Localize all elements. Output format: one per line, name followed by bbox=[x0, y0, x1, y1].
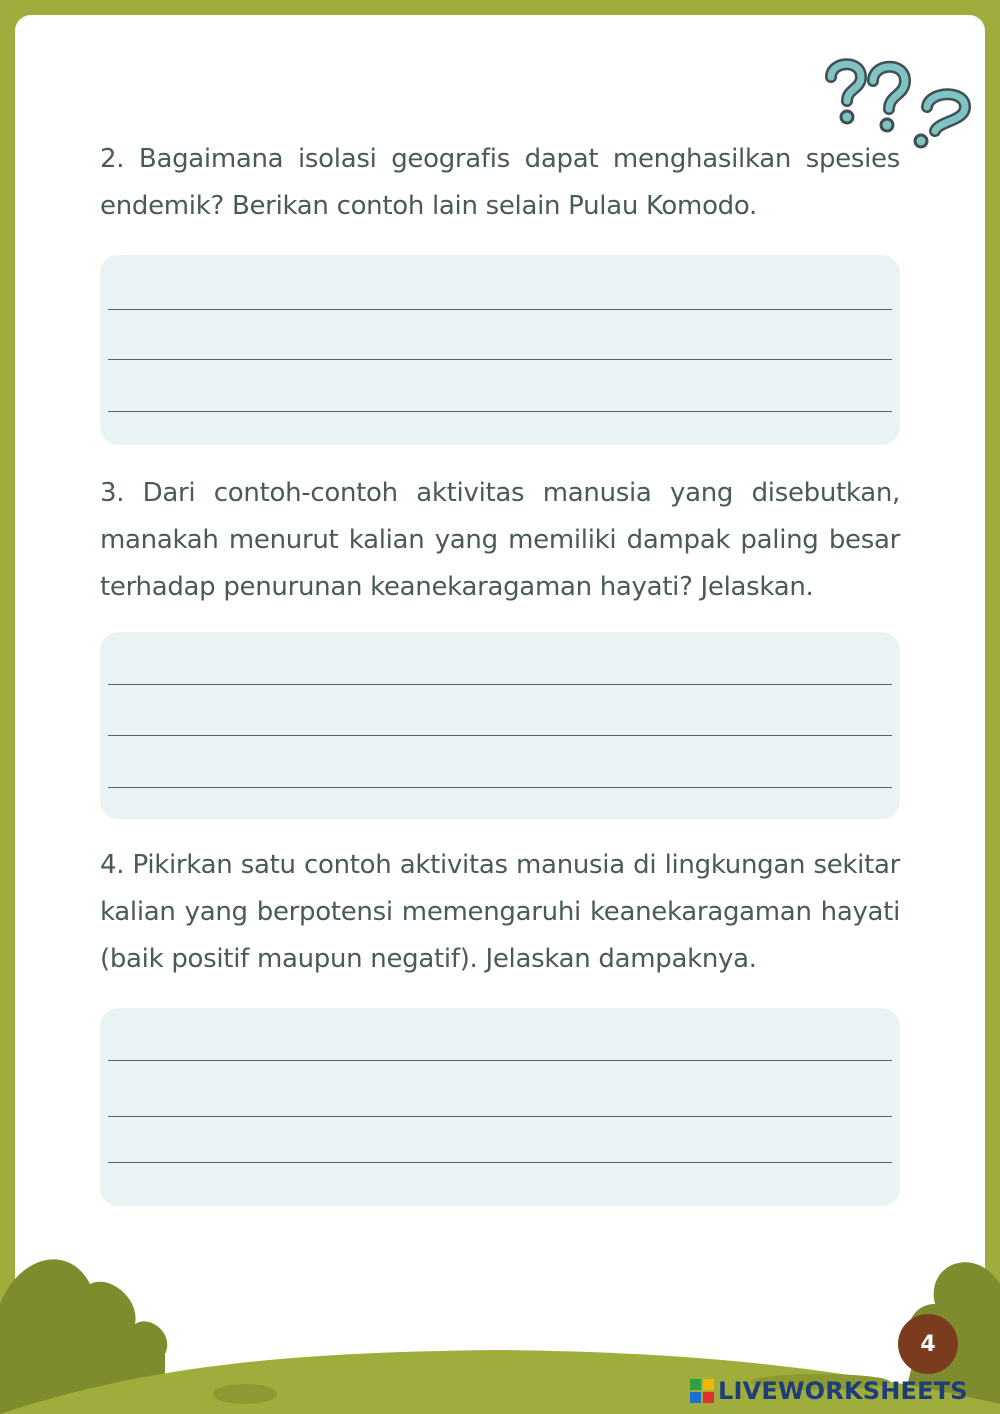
answer-line[interactable] bbox=[108, 1162, 892, 1163]
worksheet-page bbox=[15, 15, 985, 1414]
answer-line[interactable] bbox=[108, 359, 892, 360]
answer-line[interactable] bbox=[108, 735, 892, 736]
answer-line[interactable] bbox=[108, 787, 892, 788]
answer-line[interactable] bbox=[108, 1116, 892, 1117]
question-4-text: 4. Pikirkan satu contoh aktivitas manusia di lingkungan sekitar kalian yang berpotensi memengaruhi keanekaragaman hayati (baik positif maupun negatif). Jelaskan dampaknya. bbox=[100, 850, 900, 974]
answer-line[interactable] bbox=[108, 411, 892, 412]
question-3-answer-box[interactable] bbox=[100, 632, 900, 819]
liveworksheets-logo-icon bbox=[690, 1379, 714, 1403]
question-4-answer-box[interactable] bbox=[100, 1008, 900, 1206]
answer-line[interactable] bbox=[108, 1060, 892, 1061]
liveworksheets-brand-text: LIVEWORKSHEETS bbox=[718, 1377, 968, 1405]
answer-line[interactable] bbox=[108, 309, 892, 310]
page-number-badge bbox=[898, 1314, 958, 1374]
question-3-text: 3. Dari contoh-contoh aktivitas manusia yang disebutkan, manakah menurut kalian yang memiliki dampak paling besar terhadap penurunan keanekaragaman hayati? Jelaskan. bbox=[100, 478, 900, 602]
page-number: 4 bbox=[920, 1331, 936, 1357]
question-2-text: 2. Bagaimana isolasi geografis dapat menghasilkan spesies endemik? Berikan contoh lain selain Pulau Komodo. bbox=[100, 144, 900, 221]
answer-line[interactable] bbox=[108, 684, 892, 685]
question-2-answer-box[interactable] bbox=[100, 255, 900, 445]
liveworksheets-brand[interactable] bbox=[690, 1376, 968, 1406]
